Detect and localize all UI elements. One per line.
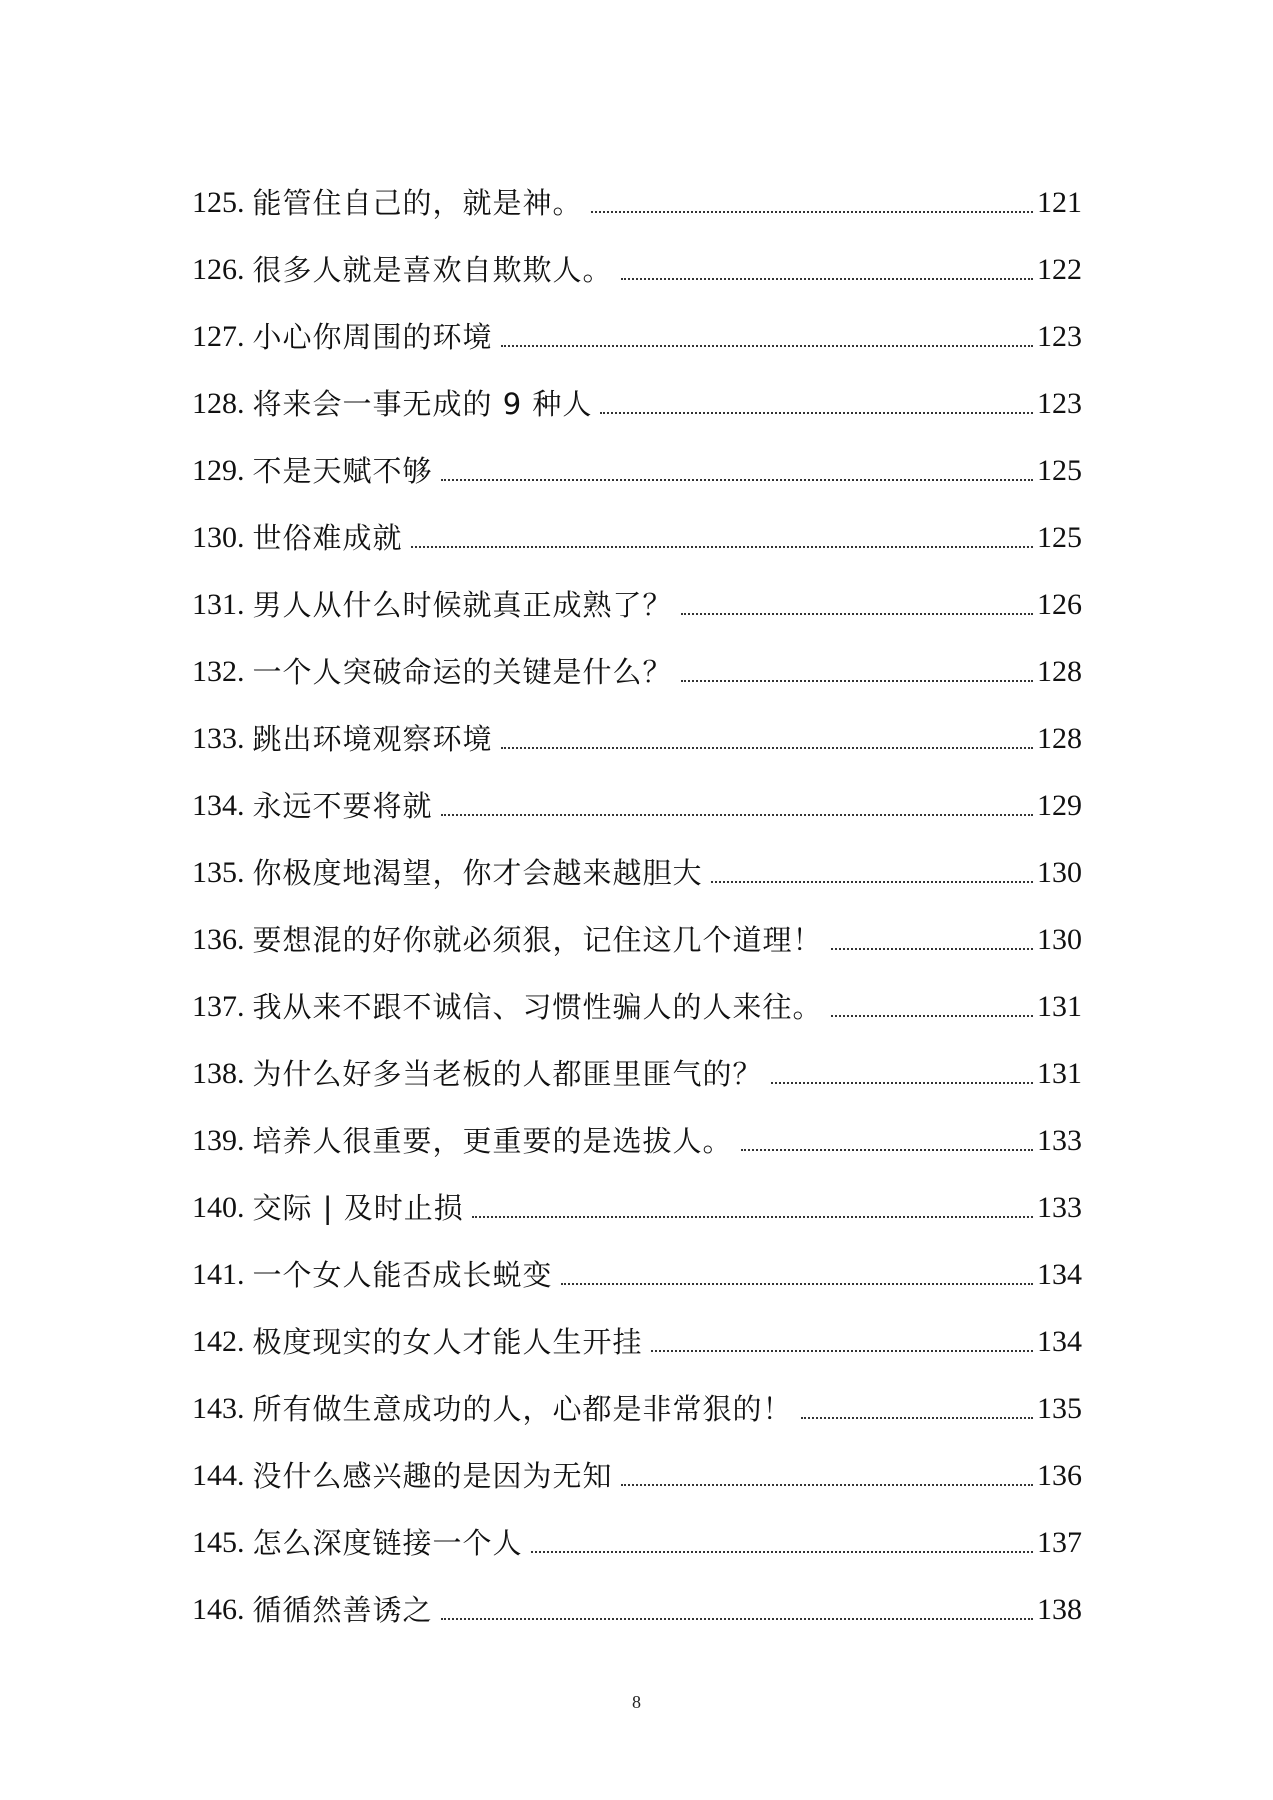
toc-entry-title: 为什么好多当老板的人都匪里匪气的？ bbox=[252, 1057, 763, 1091]
toc-entry-number: 145. bbox=[192, 1526, 245, 1559]
toc-entry-page: 123 bbox=[1037, 320, 1082, 353]
toc-entry[interactable] bbox=[192, 1429, 1082, 1496]
dot-leader bbox=[441, 479, 1033, 481]
toc-entry-title: 循循然善诱之 bbox=[252, 1593, 433, 1627]
toc-entry-page: 137 bbox=[1037, 1526, 1082, 1559]
dot-leader bbox=[681, 613, 1033, 615]
toc-entry-title: 男人从什么时候就真正成熟了？ bbox=[252, 588, 673, 622]
toc-entry-number: 127. bbox=[192, 320, 245, 353]
toc-entry-page: 121 bbox=[1037, 186, 1082, 219]
toc-entry-title: 很多人就是喜欢自欺欺人。 bbox=[252, 253, 613, 287]
toc-entry-page: 126 bbox=[1037, 588, 1082, 621]
dot-leader bbox=[411, 546, 1033, 548]
dot-leader bbox=[591, 211, 1033, 213]
dot-leader bbox=[501, 747, 1033, 749]
toc-entry-page: 123 bbox=[1037, 387, 1082, 420]
toc-entry[interactable] bbox=[192, 826, 1082, 893]
toc-entry-title: 一个人突破命运的关键是什么？ bbox=[252, 655, 673, 689]
toc-entry[interactable] bbox=[192, 1362, 1082, 1429]
toc-entry-number: 126. bbox=[192, 253, 245, 286]
dot-leader bbox=[621, 1484, 1033, 1486]
toc-entry-number: 137. bbox=[192, 990, 245, 1023]
toc-entry[interactable] bbox=[192, 558, 1082, 625]
toc-entry-number: 133. bbox=[192, 722, 245, 755]
toc-entry[interactable] bbox=[192, 1161, 1082, 1228]
toc-entry[interactable] bbox=[192, 692, 1082, 759]
toc-entry[interactable] bbox=[192, 357, 1082, 424]
toc-entry-page: 131 bbox=[1037, 990, 1082, 1023]
toc-entry-title: 不是天赋不够 bbox=[252, 454, 433, 488]
toc-entry-number: 129. bbox=[192, 454, 245, 487]
dot-leader bbox=[441, 814, 1033, 816]
table-of-contents bbox=[192, 156, 1082, 1630]
toc-entry[interactable] bbox=[192, 156, 1082, 223]
toc-entry-number: 134. bbox=[192, 789, 245, 822]
toc-entry-title: 极度现实的女人才能人生开挂 bbox=[252, 1325, 643, 1359]
toc-entry-number: 131. bbox=[192, 588, 245, 621]
toc-entry-number: 132. bbox=[192, 655, 245, 688]
toc-entry[interactable] bbox=[192, 1563, 1082, 1630]
toc-entry-number: 130. bbox=[192, 521, 245, 554]
toc-entry[interactable] bbox=[192, 1027, 1082, 1094]
toc-entry[interactable] bbox=[192, 1228, 1082, 1295]
toc-entry[interactable] bbox=[192, 491, 1082, 558]
dot-leader bbox=[741, 1149, 1033, 1151]
toc-entry-number: 135. bbox=[192, 856, 245, 889]
toc-entry-title: 你极度地渴望，你才会越来越胆大 bbox=[252, 856, 703, 890]
toc-entry-page: 133 bbox=[1037, 1191, 1082, 1224]
toc-entry-page: 133 bbox=[1037, 1124, 1082, 1157]
toc-entry-number: 139. bbox=[192, 1124, 245, 1157]
toc-entry-title: 没什么感兴趣的是因为无知 bbox=[252, 1459, 613, 1493]
toc-entry-title: 跳出环境观察环境 bbox=[252, 722, 493, 756]
toc-entry-page: 129 bbox=[1037, 789, 1082, 822]
toc-entry[interactable] bbox=[192, 1094, 1082, 1161]
toc-entry-number: 146. bbox=[192, 1593, 245, 1626]
toc-entry-page: 130 bbox=[1037, 923, 1082, 956]
toc-entry-number: 138. bbox=[192, 1057, 245, 1090]
dot-leader bbox=[561, 1283, 1033, 1285]
dot-leader bbox=[831, 948, 1033, 950]
toc-entry[interactable] bbox=[192, 893, 1082, 960]
toc-entry-number: 141. bbox=[192, 1258, 245, 1291]
toc-entry[interactable] bbox=[192, 290, 1082, 357]
toc-entry-number: 142. bbox=[192, 1325, 245, 1358]
toc-entry-title: 怎么深度链接一个人 bbox=[252, 1526, 523, 1560]
toc-entry-title: 能管住自己的，就是神。 bbox=[252, 186, 583, 220]
dot-leader bbox=[472, 1216, 1033, 1218]
toc-entry-title: 小心你周围的环境 bbox=[252, 320, 493, 354]
dot-leader bbox=[501, 345, 1033, 347]
dot-leader bbox=[441, 1618, 1033, 1620]
toc-entry[interactable] bbox=[192, 424, 1082, 491]
dot-leader bbox=[711, 881, 1033, 883]
dot-leader bbox=[831, 1015, 1033, 1017]
toc-entry-number: 128. bbox=[192, 387, 245, 420]
toc-entry-page: 136 bbox=[1037, 1459, 1082, 1492]
toc-entry[interactable] bbox=[192, 759, 1082, 826]
toc-entry-number: 125. bbox=[192, 186, 245, 219]
toc-entry-page: 128 bbox=[1037, 655, 1082, 688]
toc-entry-title: 培养人很重要，更重要的是选拔人。 bbox=[252, 1124, 733, 1158]
toc-entry-title: 我从来不跟不诚信、习惯性骗人的人来往。 bbox=[252, 990, 823, 1024]
toc-entry-page: 138 bbox=[1037, 1593, 1082, 1626]
toc-entry-number: 140. bbox=[192, 1191, 245, 1224]
toc-entry-page: 128 bbox=[1037, 722, 1082, 755]
toc-entry-title: 一个女人能否成长蜕变 bbox=[252, 1258, 553, 1292]
toc-entry-page: 134 bbox=[1037, 1325, 1082, 1358]
toc-entry[interactable] bbox=[192, 223, 1082, 290]
toc-entry-page: 135 bbox=[1037, 1392, 1082, 1425]
toc-entry-page: 122 bbox=[1037, 253, 1082, 286]
dot-leader bbox=[771, 1082, 1033, 1084]
toc-entry[interactable] bbox=[192, 1496, 1082, 1563]
toc-entry-page: 131 bbox=[1037, 1057, 1082, 1090]
toc-entry-title: 所有做生意成功的人，心都是非常狠的！ bbox=[252, 1392, 793, 1426]
toc-entry-page: 125 bbox=[1037, 454, 1082, 487]
toc-entry-number: 143. bbox=[192, 1392, 245, 1425]
dot-leader bbox=[531, 1551, 1033, 1553]
toc-entry-title: 交际 | 及时止损 bbox=[252, 1191, 464, 1225]
toc-entry-page: 125 bbox=[1037, 521, 1082, 554]
toc-entry-title: 将来会一事无成的 9 种人 bbox=[252, 387, 593, 421]
toc-entry-page: 134 bbox=[1037, 1258, 1082, 1291]
dot-leader bbox=[651, 1350, 1033, 1352]
dot-leader bbox=[621, 278, 1033, 280]
dot-leader bbox=[681, 680, 1033, 682]
dot-leader bbox=[801, 1417, 1033, 1419]
toc-entry[interactable] bbox=[192, 625, 1082, 692]
page-number: 8 bbox=[632, 1692, 641, 1712]
toc-entry-title: 要想混的好你就必须狠，记住这几个道理！ bbox=[252, 923, 823, 957]
toc-entry-number: 144. bbox=[192, 1459, 245, 1492]
toc-entry[interactable] bbox=[192, 960, 1082, 1027]
toc-entry[interactable] bbox=[192, 1295, 1082, 1362]
toc-entry-number: 136. bbox=[192, 923, 245, 956]
dot-leader bbox=[600, 412, 1033, 414]
toc-entry-page: 130 bbox=[1037, 856, 1082, 889]
toc-entry-title: 永远不要将就 bbox=[252, 789, 433, 823]
toc-entry-title: 世俗难成就 bbox=[252, 521, 403, 555]
